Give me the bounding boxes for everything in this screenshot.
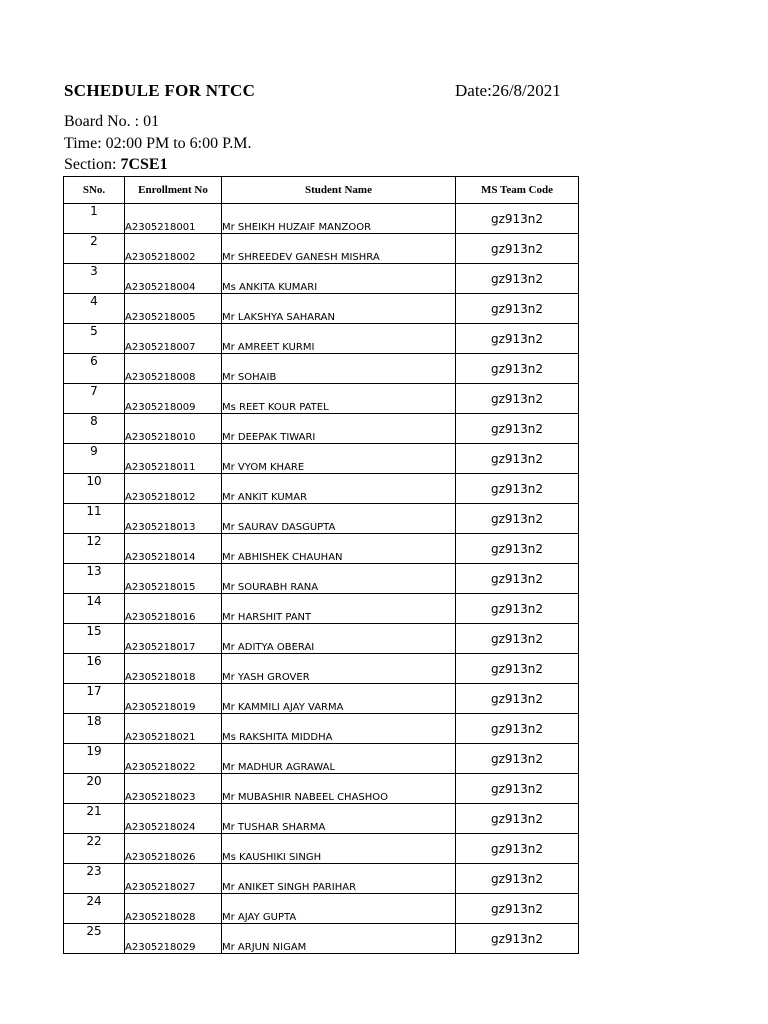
schedule-table [63,176,579,954]
enrollment-number: A2305218011 [125,444,222,474]
enrollment-number: A2305218010 [125,414,222,444]
enrollment-number: A2305218016 [125,594,222,624]
serial-number: 23 [64,864,125,894]
student-name: Mr YASH GROVER [222,654,456,684]
table-row [64,834,579,864]
student-name: Mr ABHISHEK CHAUHAN [222,534,456,564]
student-name: Mr TUSHAR SHARMA [222,804,456,834]
team-code: gz913n2 [456,864,579,894]
table-row [64,894,579,924]
table-row [64,684,579,714]
enrollment-number: A2305218023 [125,774,222,804]
team-code: gz913n2 [456,684,579,714]
section-line [64,156,168,174]
team-code: gz913n2 [456,834,579,864]
team-code: gz913n2 [456,264,579,294]
serial-number: 5 [64,324,125,354]
enrollment-number: A2305218001 [125,204,222,234]
table-row [64,594,579,624]
serial-number: 20 [64,774,125,804]
serial-number: 17 [64,684,125,714]
student-name: Ms ANKITA KUMARI [222,264,456,294]
student-name: Mr MADHUR AGRAWAL [222,744,456,774]
table-row [64,414,579,444]
student-name: Mr SOURABH RANA [222,564,456,594]
table-row [64,234,579,264]
team-code: gz913n2 [456,534,579,564]
team-code: gz913n2 [456,354,579,384]
table-row [64,714,579,744]
team-code: gz913n2 [456,414,579,444]
student-name: Mr KAMMILI AJAY VARMA [222,684,456,714]
table-row [64,294,579,324]
header-enrollment: Enrollment No [125,177,222,204]
serial-number: 6 [64,354,125,384]
team-code: gz913n2 [456,504,579,534]
team-code: gz913n2 [456,894,579,924]
student-name: Mr AMREET KURMI [222,324,456,354]
time-slot: Time: 02:00 PM to 6:00 P.M. [64,135,252,152]
team-code: gz913n2 [456,654,579,684]
section-value: 7CSE1 [120,156,168,173]
schedule-date: Date:26/8/2021 [455,81,561,100]
serial-number: 14 [64,594,125,624]
serial-number: 9 [64,444,125,474]
team-code: gz913n2 [456,234,579,264]
table-row [64,624,579,654]
header-sno: SNo. [64,177,125,204]
serial-number: 15 [64,624,125,654]
page-title: SCHEDULE FOR NTCC [64,81,256,100]
table-row [64,504,579,534]
table-row [64,564,579,594]
team-code: gz913n2 [456,564,579,594]
enrollment-number: A2305218019 [125,684,222,714]
enrollment-number: A2305218017 [125,624,222,654]
student-name: Mr ARJUN NIGAM [222,924,456,954]
enrollment-number: A2305218015 [125,564,222,594]
table-row [64,864,579,894]
table-row [64,654,579,684]
team-code: gz913n2 [456,594,579,624]
table-row [64,804,579,834]
enrollment-number: A2305218007 [125,324,222,354]
serial-number: 4 [64,294,125,324]
table-row [64,444,579,474]
table-row [64,264,579,294]
student-name: Mr LAKSHYA SAHARAN [222,294,456,324]
enrollment-number: A2305218028 [125,894,222,924]
team-code: gz913n2 [456,624,579,654]
serial-number: 3 [64,264,125,294]
serial-number: 8 [64,414,125,444]
enrollment-number: A2305218027 [125,864,222,894]
student-name: Mr DEEPAK TIWARI [222,414,456,444]
serial-number: 2 [64,234,125,264]
student-name: Ms KAUSHIKI SINGH [222,834,456,864]
student-name: Mr HARSHIT PANT [222,594,456,624]
student-name: Ms REET KOUR PATEL [222,384,456,414]
student-name: Mr SOHAIB [222,354,456,384]
serial-number: 13 [64,564,125,594]
board-number: Board No. : 01 [64,113,160,130]
serial-number: 1 [64,204,125,234]
student-name: Mr AJAY GUPTA [222,894,456,924]
team-code: gz913n2 [456,324,579,354]
enrollment-number: A2305218014 [125,534,222,564]
serial-number: 10 [64,474,125,504]
table-row [64,324,579,354]
serial-number: 11 [64,504,125,534]
table-row [64,204,579,234]
student-name: Mr ANIKET SINGH PARIHAR [222,864,456,894]
table-row [64,354,579,384]
header-student-name: Student Name [222,177,456,204]
student-name: Mr SHREEDEV GANESH MISHRA [222,234,456,264]
table-row [64,474,579,504]
enrollment-number: A2305218013 [125,504,222,534]
table-row [64,384,579,414]
student-name: Mr SHEIKH HUZAIF MANZOOR [222,204,456,234]
enrollment-number: A2305218022 [125,744,222,774]
serial-number: 12 [64,534,125,564]
table-header-row [64,177,579,204]
enrollment-number: A2305218012 [125,474,222,504]
team-code: gz913n2 [456,294,579,324]
header-team-code: MS Team Code [456,177,579,204]
student-name: Ms RAKSHITA MIDDHA [222,714,456,744]
table-row [64,774,579,804]
enrollment-number: A2305218029 [125,924,222,954]
team-code: gz913n2 [456,774,579,804]
enrollment-number: A2305218024 [125,804,222,834]
student-name: Mr ADITYA OBERAI [222,624,456,654]
team-code: gz913n2 [456,444,579,474]
serial-number: 22 [64,834,125,864]
team-code: gz913n2 [456,714,579,744]
student-name: Mr ANKIT KUMAR [222,474,456,504]
team-code: gz913n2 [456,744,579,774]
team-code: gz913n2 [456,804,579,834]
enrollment-number: A2305218004 [125,264,222,294]
serial-number: 25 [64,924,125,954]
serial-number: 18 [64,714,125,744]
team-code: gz913n2 [456,474,579,504]
enrollment-number: A2305218021 [125,714,222,744]
student-name: Mr SAURAV DASGUPTA [222,504,456,534]
team-code: gz913n2 [456,924,579,954]
enrollment-number: A2305218018 [125,654,222,684]
table-row [64,744,579,774]
student-name: Mr VYOM KHARE [222,444,456,474]
enrollment-number: A2305218009 [125,384,222,414]
enrollment-number: A2305218002 [125,234,222,264]
team-code: gz913n2 [456,384,579,414]
serial-number: 19 [64,744,125,774]
table-row [64,924,579,954]
enrollment-number: A2305218026 [125,834,222,864]
serial-number: 21 [64,804,125,834]
enrollment-number: A2305218008 [125,354,222,384]
team-code: gz913n2 [456,204,579,234]
serial-number: 16 [64,654,125,684]
serial-number: 24 [64,894,125,924]
table-body [64,204,579,954]
enrollment-number: A2305218005 [125,294,222,324]
table-row [64,534,579,564]
section-label: Section: [64,156,121,173]
student-name: Mr MUBASHIR NABEEL CHASHOO [222,774,456,804]
serial-number: 7 [64,384,125,414]
